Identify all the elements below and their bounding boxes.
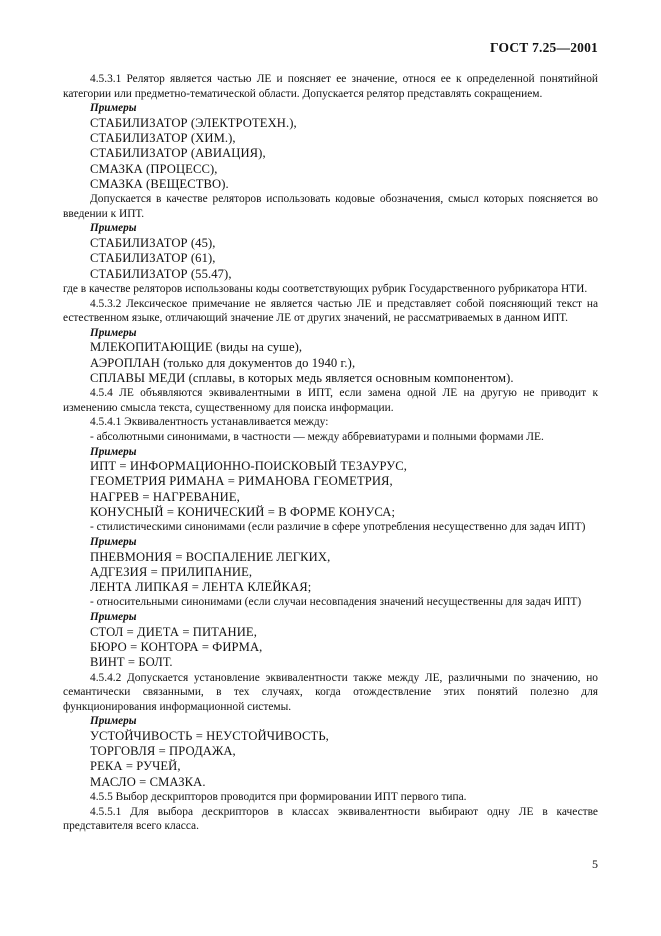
paragraph: 4.5.5.1 Для выбора дескрипторов в классах эквивалентности выбирают одну ЛЕ в качестве представителя всего класса. — [63, 805, 598, 833]
example-line: СТОЛ = ДИЕТА = ПИТАНИЕ, — [90, 624, 257, 639]
examples-heading: Примеры — [90, 102, 137, 115]
example-line: ИПТ = ИНФОРМАЦИОННО-ПОИСКОВЫЙ ТЕЗАУРУС, — [90, 459, 408, 474]
page-number: 5 — [592, 857, 598, 871]
document-body — [63, 72, 598, 834]
example-line: СТАБИЛИЗАТОР (ЭЛЕКТРОТЕХН.), — [90, 115, 297, 130]
paragraph: где в качестве реляторов использованы коды соответствующих рубрик Государственного рубрикатора НТИ. — [63, 282, 588, 295]
example-line: ВИНТ = БОЛТ. — [90, 655, 173, 670]
paragraph: 4.5.4.1 Эквивалентность устанавливается между: — [90, 416, 329, 429]
examples-heading: Примеры — [90, 535, 137, 548]
examples-heading: Примеры — [90, 326, 137, 339]
paragraph: 4.5.3.1 Релятор является частью ЛЕ и поясняет ее значение, относя ее к определенной понятийной категории или предметно-тематической области. Допускается релятор представлять сокращением. — [63, 73, 598, 100]
example-line: МЛЕКОПИТАЮЩИЕ (виды на суше), — [90, 340, 303, 355]
examples-heading: Примеры — [90, 611, 137, 624]
paragraph: - абсолютными синонимами, в частности — между аббревиатурами и полными формами ЛЕ. — [90, 430, 544, 443]
example-line: АЭРОПЛАН (только для документов до 1940 г.), — [90, 355, 356, 370]
example-line: АДГЕЗИЯ = ПРИЛИПАНИЕ, — [90, 564, 253, 579]
paragraph: 4.5.4.2 Допускается установление эквивалентности также между ЛЕ, различными по значению, но семантически связанными, в тех случаях, когда отождествление этих понятий полезно для функционирования информационной системы. — [63, 671, 598, 713]
example-line: СМАЗКА (ПРОЦЕСС), — [90, 161, 218, 176]
example-line: КОНУСНЫЙ = КОНИЧЕСКИЙ = В ФОРМЕ КОНУСА; — [90, 505, 396, 520]
example-line: РЕКА = РУЧЕЙ, — [90, 759, 181, 774]
paragraph: 4.5.5 Выбор дескрипторов проводится при формировании ИПТ первого типа. — [90, 791, 467, 804]
paragraph: 4.5.4 ЛЕ объявляются эквивалентными в ИПТ, если замена одной ЛЕ на другую не приводит к изменению смысла текста, существенному для поиска информации. — [63, 387, 598, 414]
example-line: НАГРЕВ = НАГРЕВАНИЕ, — [90, 489, 240, 504]
example-line: СПЛАВЫ МЕДИ (сплавы, в которых медь является основным компонентом). — [90, 370, 514, 385]
examples-heading: Примеры — [90, 715, 137, 728]
example-line: СТАБИЛИЗАТОР (55.47), — [90, 266, 232, 281]
examples-heading: Примеры — [90, 222, 137, 235]
example-line: МАСЛО = СМАЗКА. — [90, 774, 206, 789]
example-line: СМАЗКА (ВЕЩЕСТВО). — [90, 176, 229, 191]
example-line: СТАБИЛИЗАТОР (45), — [90, 236, 216, 251]
example-line: СТАБИЛИЗАТОР (ХИМ.), — [90, 131, 236, 146]
example-line: СТАБИЛИЗАТОР (АВИАЦИЯ), — [90, 146, 266, 161]
example-line: БЮРО = КОНТОРА = ФИРМА, — [90, 639, 263, 654]
paragraph: - стилистическими синонимами (если различие в сфере употребления несущественно для задач ИПТ) — [90, 521, 586, 534]
example-line: ПНЕВМОНИЯ = ВОСПАЛЕНИЕ ЛЕГКИХ, — [90, 549, 331, 564]
example-line: УСТОЙЧИВОСТЬ = НЕУСТОЙЧИВОСТЬ, — [90, 728, 329, 743]
paragraph: - относительными синонимами (если случаи несовпадения значений несущественны для задач ИПТ) — [90, 596, 582, 609]
example-line: СТАБИЛИЗАТОР (61), — [90, 251, 216, 266]
example-line: ГЕОМЕТРИЯ РИМАНА = РИМАНОВА ГЕОМЕТРИЯ, — [90, 474, 393, 489]
example-line: ТОРГОВЛЯ = ПРОДАЖА, — [90, 744, 236, 759]
example-line: ЛЕНТА ЛИПКАЯ = ЛЕНТА КЛЕЙКАЯ; — [90, 580, 312, 595]
examples-heading: Примеры — [90, 445, 137, 458]
paragraph: 4.5.3.2 Лексическое примечание не является частью ЛЕ и представляет собой поясняющий текст на естественном языке, отличающий значение ЛЕ от других значений, не рассматриваемых в данном ИПТ. — [63, 297, 598, 325]
page-header: ГОСТ 7.25—2001 — [490, 40, 598, 55]
paragraph: Допускается в качестве реляторов использовать кодовые обозначения, смысл которых поясняется во введении к ИПТ. — [63, 193, 598, 220]
